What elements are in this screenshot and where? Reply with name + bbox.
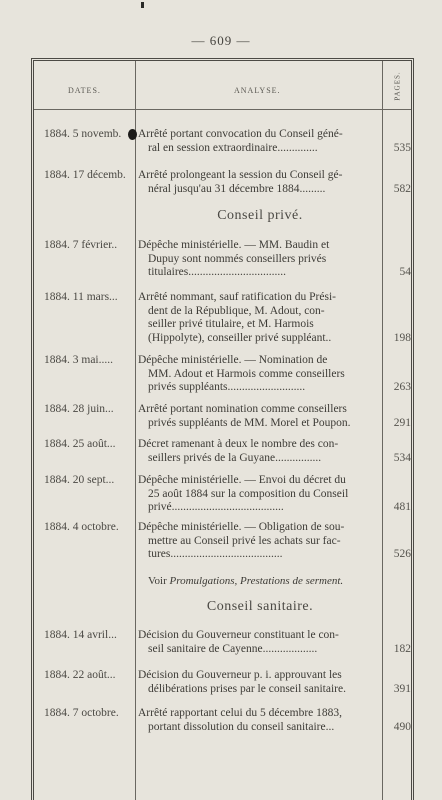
analysis-line: néral jusqu'au 31 décembre 1884......... — [148, 182, 326, 195]
column-divider-dates — [135, 61, 136, 800]
entry-date: 1884. 28 juin... — [44, 403, 114, 415]
entry-page: 263 — [393, 381, 411, 393]
analysis-line: Dépêche ministérielle. — MM. Baudin et — [138, 239, 330, 251]
header-pages — [384, 65, 412, 107]
entry-date: 1884. 14 avril... — [44, 629, 117, 641]
entry-page: 291 — [393, 416, 411, 429]
entry-page: 534 — [393, 451, 411, 464]
see-also-note — [148, 575, 343, 587]
analysis-line: Décision du Gouverneur constituant le con- — [138, 629, 339, 641]
entry-date: 1884. 7 février.. — [44, 239, 118, 251]
entry-date: 1884. 11 mars... — [44, 291, 118, 303]
analysis-line: Arrêté nommant, sauf ratification du Prési- — [138, 291, 336, 303]
entry-analysis — [138, 669, 382, 696]
entry-page: 54 — [399, 266, 411, 278]
analysis-line: Décret ramenant à deux le nombre des con- — [138, 438, 339, 450]
entry-date: 1884. 4 octobre. — [44, 521, 119, 533]
entry-analysis — [138, 128, 382, 155]
entry-page: 391 — [393, 682, 411, 695]
analysis-line: dent de la République, M. Adout, con- — [148, 304, 325, 317]
entry-date: 1884. 22 août... — [44, 669, 116, 681]
analysis-line: Dupuy sont nommés conseillers privés — [148, 252, 327, 265]
header-pages-label: PAGES. — [394, 71, 402, 101]
entry-page: 481 — [393, 501, 411, 513]
analysis-line: Arrêté portant nomination comme conseillers — [138, 403, 347, 415]
entry-analysis — [138, 629, 382, 656]
column-divider-pages — [382, 61, 383, 800]
section-title-conseil-prive: Conseil privé. — [217, 208, 303, 223]
entry-analysis — [138, 291, 382, 345]
analysis-line: Décision du Gouverneur p. i. approuvant les — [138, 669, 342, 681]
header-analyse: ANALYSE. — [234, 86, 281, 95]
analysis-line: privé....................................... — [148, 501, 284, 513]
page-number: — 609 — — [191, 33, 251, 48]
analysis-line: 25 août 1884 sur la composition du Conseil — [148, 487, 349, 500]
page-edge-mark — [141, 2, 144, 8]
entry-analysis — [138, 707, 382, 734]
header-dates: DATES. — [68, 86, 101, 95]
analysis-line: seiller privé titulaire, et M. Harmois — [148, 318, 314, 330]
analysis-line: (Hippolyte), conseiller privé suppléant.. — [148, 331, 332, 344]
see-also-links: Promulgations, Prestations de serment. — [169, 575, 344, 587]
entry-analysis — [138, 169, 382, 196]
ink-blot — [128, 129, 137, 140]
analysis-line: Arrêté portant convocation du Conseil géné- — [138, 128, 343, 140]
entry-analysis — [138, 521, 382, 562]
entry-date: 1884. 17 décemb. — [44, 169, 126, 181]
analysis-line: seil sanitaire de Cayenne................... — [148, 642, 318, 655]
analysis-line: MM. Adout et Harmois comme conseillers — [148, 367, 345, 380]
analysis-line: Dépêche ministérielle. — Nomination de — [138, 354, 328, 366]
entry-date: 1884. 3 mai..... — [44, 354, 113, 366]
entry-page: 182 — [393, 642, 411, 655]
entry-date: 1884. 20 sept... — [44, 474, 115, 486]
analysis-line: titulaires.................................. — [148, 266, 286, 278]
analysis-line: mettre au Conseil privé les achats sur fac- — [148, 534, 341, 547]
analysis-line: privés suppléants........................... — [148, 381, 306, 393]
entry-page: 198 — [393, 331, 411, 344]
entry-analysis — [138, 239, 382, 280]
analysis-line: ral en session extraordinaire.............. — [148, 141, 318, 154]
entry-date: 1884. 25 août... — [44, 438, 116, 450]
analysis-line: Dépêche ministérielle. — Obligation de sou- — [138, 521, 345, 533]
entry-page: 582 — [393, 182, 411, 195]
analysis-line: Dépêche ministérielle. — Envoi du décret du — [138, 474, 346, 486]
entry-date: 1884. 7 octobre. — [44, 707, 119, 719]
entry-page: 526 — [393, 548, 411, 560]
analysis-line: privés suppléants de MM. Morel et Poupon. — [148, 416, 351, 429]
analysis-line: tures....................................... — [148, 548, 283, 560]
analysis-line: portant dissolution du conseil sanitaire... — [148, 720, 335, 733]
entry-analysis — [138, 474, 382, 515]
entry-date: 1884. 5 novemb. — [44, 128, 122, 140]
analysis-line: Arrêté prolongeant la session du Conseil gé- — [138, 169, 343, 181]
entry-analysis — [138, 403, 382, 430]
analysis-line: délibérations prises par le conseil sanitaire. — [148, 682, 346, 695]
index-table — [31, 58, 414, 800]
analysis-line: Arrêté rapportant celui du 5 décembre 1883, — [138, 707, 343, 719]
see-also-prefix: Voir — [148, 575, 167, 587]
entry-page: 535 — [393, 141, 411, 154]
section-title-conseil-sanitaire: Conseil sanitaire. — [206, 599, 314, 614]
entry-analysis — [138, 438, 382, 465]
analysis-line: seillers privés de la Guyane................ — [148, 451, 322, 464]
entry-page: 490 — [393, 720, 411, 733]
entry-analysis — [138, 354, 382, 395]
header-divider — [34, 109, 411, 110]
